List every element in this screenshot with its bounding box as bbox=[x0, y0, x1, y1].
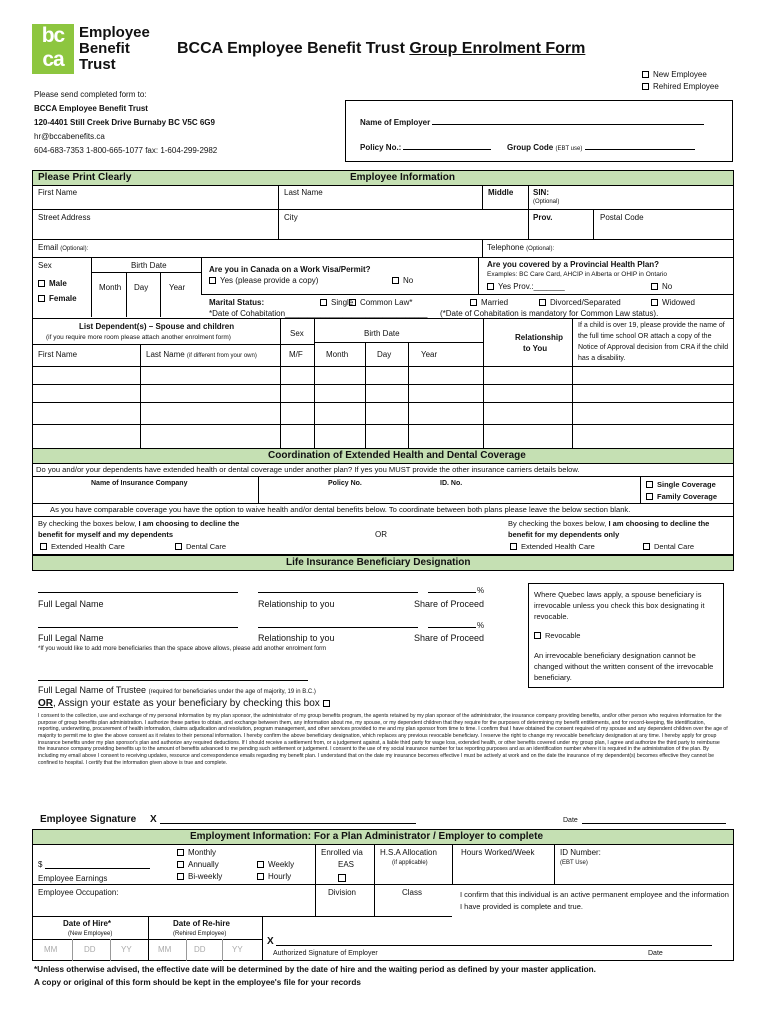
waive-note: As you have comparable coverage you have the option to waive health and/or dental benefits below. To coordinate between both plans please leave the below section blank. bbox=[50, 505, 631, 514]
policy-label: Policy No.: bbox=[360, 143, 402, 152]
waive-self-text bbox=[38, 518, 258, 540]
family-coverage-option[interactable] bbox=[646, 492, 717, 501]
dep-month-label: Month bbox=[326, 350, 349, 359]
title-underlined: Group Enrolment Form bbox=[409, 40, 586, 57]
checkbox-icon[interactable] bbox=[470, 299, 477, 306]
dep-last-name-row bbox=[146, 350, 257, 359]
marital-status-label: Marital Status: bbox=[209, 298, 265, 307]
sex-label: Sex bbox=[38, 261, 52, 270]
dep-relationship-label: Relationship bbox=[515, 333, 564, 342]
earnings-line[interactable] bbox=[45, 868, 150, 869]
employer-confirm-text: I confirm that this individual is an active permanent employee and the information I have provided is complete and true. bbox=[460, 890, 729, 911]
trustee-line[interactable] bbox=[38, 680, 308, 681]
date-cohabitation[interactable]: *Date of Cohabitation________________________________ bbox=[209, 309, 428, 318]
checkbox-icon[interactable] bbox=[643, 543, 650, 550]
checkbox-icon[interactable] bbox=[177, 849, 184, 856]
hsa-label: H.S.A Allocation bbox=[380, 848, 437, 857]
employee-signature-line[interactable] bbox=[160, 823, 416, 824]
waive-dep-pre: By checking the boxes below, bbox=[508, 519, 609, 528]
rehire-yy[interactable]: YY bbox=[232, 945, 243, 954]
date-hire-label: Date of Hire* bbox=[63, 919, 112, 928]
beneficiary1-pct: % bbox=[477, 586, 485, 595]
checkbox-icon[interactable] bbox=[323, 700, 330, 707]
hsa-if-applicable: (if applicable) bbox=[392, 860, 428, 866]
division-label: Division bbox=[328, 888, 357, 897]
work-visa-yes-label: Yes (please provide a copy) bbox=[220, 276, 319, 285]
checkbox-icon[interactable] bbox=[209, 277, 216, 284]
hourly-label: Hourly bbox=[268, 872, 292, 881]
hire-dd[interactable]: DD bbox=[84, 945, 96, 954]
beneficiary2-name-label: Full Legal Name bbox=[38, 633, 104, 643]
employer-name-label: Name of Employer bbox=[360, 118, 431, 127]
signature-date-line[interactable] bbox=[582, 823, 726, 824]
irrevocable-note: An irrevocable beneficiary designation cannot be changed without the written consent of the irrevocable beneficiary. bbox=[534, 651, 714, 682]
logo bbox=[32, 24, 150, 78]
birth-date-label: Birth Date bbox=[131, 261, 167, 270]
extended-health-label: Extended Health Care bbox=[51, 542, 125, 551]
life-header: Life Insurance Beneficiary Designation bbox=[286, 557, 471, 568]
dependents-header: List Dependent(s) – Spouse and children bbox=[79, 322, 235, 331]
cob-header: Coordination of Extended Health and Dental Coverage bbox=[268, 450, 526, 461]
checkbox-icon[interactable] bbox=[539, 299, 546, 306]
family-coverage-label: Family Coverage bbox=[657, 492, 718, 501]
logo-text-2: Benefit bbox=[79, 40, 130, 57]
logo-mark: bc ca bbox=[32, 24, 74, 74]
id-number-label: ID Number: bbox=[560, 848, 601, 857]
waive-self-bold: I am choosing to decline the benefit for myself and my dependents bbox=[38, 519, 240, 539]
date-rehire-label: Date of Re-hire bbox=[173, 919, 230, 928]
work-visa-no-label: No bbox=[403, 276, 414, 285]
dep-to-you-label: to You bbox=[523, 344, 548, 353]
divorced-label: Divorced/Separated bbox=[550, 298, 621, 307]
divorced-option[interactable] bbox=[539, 298, 621, 307]
sin-label: SIN: bbox=[533, 188, 549, 197]
quebec-note: Where Quebec laws apply, a spouse beneficiary is irrevocable unless you check this box designating it revocable. bbox=[534, 590, 705, 621]
beneficiary2-pct: % bbox=[477, 621, 485, 630]
work-visa-yes[interactable] bbox=[209, 276, 318, 285]
checkbox-icon[interactable] bbox=[642, 83, 649, 90]
enrolled-via-label: Enrolled via bbox=[321, 848, 363, 857]
auth-signature-label: Authorized Signature of Employer bbox=[273, 950, 378, 957]
waive-dep-dental[interactable] bbox=[643, 542, 694, 551]
weekly-option[interactable] bbox=[257, 860, 294, 869]
date-rehire-sub: (Rehired Employee) bbox=[173, 931, 227, 937]
provincial-no-label: No bbox=[662, 282, 673, 291]
dep-first-name-label: First Name bbox=[38, 350, 78, 359]
beneficiary2-share-label: Share of Proceed bbox=[414, 633, 485, 643]
waive-dep-bold: I am choosing to decline the benefit for my dependents only bbox=[508, 519, 710, 539]
hire-yy[interactable]: YY bbox=[121, 945, 132, 954]
email-label: Email bbox=[38, 243, 59, 252]
eas-checkbox[interactable] bbox=[338, 874, 350, 883]
provincial-yes[interactable] bbox=[487, 282, 565, 291]
group-code-label: Group Code bbox=[507, 143, 554, 152]
cob-policy-label: Policy No. bbox=[328, 480, 362, 487]
logo-text-3: Trust bbox=[79, 56, 116, 73]
auth-signature-x: X bbox=[267, 936, 274, 947]
work-visa-question: Are you in Canada on a Work Visa/Permit? bbox=[209, 265, 371, 274]
rehired-employee-label: Rehired Employee bbox=[653, 82, 719, 91]
rehire-dd[interactable]: DD bbox=[194, 945, 206, 954]
revocable-option[interactable] bbox=[534, 631, 580, 640]
male-label: Male bbox=[49, 279, 67, 288]
consent-text: I consent to the collection, use and exchange of my personal information by my plan sponsor, the administrator of my group benefits program, the agents retained by my plan sponsor of the administrator, the insurance company providing benefits, and/or other person who requires information for the purpose of group benefits plan administration. I authorize these parties to obtain, and exchange between them, any information about me, my spouse, or my dependent children that they require for the purposes of determining my benefit entitlements, and for record-keeping, file identification, reporting, underwriting, procurement of health information, claims adjudication and resolution, program management, and other services provided to me and my plan sponsor from time to time. I confirm that I have obtained the consent required of my spouse and any dependent children over the age of majority to permit me to give the above consent as it relates to their personal information. I hereby confirm the above beneficiary designation, which replaces any previous revocable beneficiary. I reserve the right to change my revocable beneficiary designation at any time. I hereby apply for group insurance benefits under my plan sponsor's plan and authorize any required deductions. If I should receive a settlement from, or a judgement against, a liable third party for wage loss, extended health, or other benefits covered under my group plan, I agree and authorize the third party to reimburse the insurance company providing benefits up to the amount of benefits advanced to me pending such settlement or judgement. I consent to the use of my social insurance number for tax reporting purposes and as an identification number where it is required in the administration of the plan. By including my email above I consent to receiving updates, resource and correspondence emails regarding my benefit plan. I understand that on the date my insurance becomes effective I must be actively at work and on the date the insurance of my dependent(s) becomes effective they cannot be confined to hospital. I certify that the information given above is true and complete. bbox=[38, 713, 728, 766]
beneficiary1-share-label: Share of Proceed bbox=[414, 599, 485, 609]
over-19-note: If a child is over 19, please provide the name of the full time school OR attach a copy of the Notice of Approval decision from CRA if the child has a disability. bbox=[578, 322, 729, 362]
beneficiary1-rel-label: Relationship to you bbox=[258, 599, 335, 609]
id-ebt-use: (EBT Use) bbox=[560, 860, 588, 866]
insurance-company-label: Name of Insurance Company bbox=[91, 480, 188, 487]
telephone-optional: (Optional): bbox=[526, 246, 555, 252]
monthly-label: Monthly bbox=[188, 848, 217, 857]
annually-option[interactable] bbox=[177, 860, 219, 869]
cohabitation-note: (*Date of Cohabitation is mandatory for Common Law status). bbox=[440, 309, 659, 318]
auth-signature-line[interactable] bbox=[276, 945, 712, 946]
eas-label: EAS bbox=[338, 860, 355, 869]
checkbox-icon[interactable] bbox=[392, 277, 399, 284]
email-optional: (Optional): bbox=[60, 246, 89, 252]
common-law-option[interactable] bbox=[349, 298, 412, 307]
middle-label: Middle bbox=[488, 188, 514, 197]
checkbox-icon[interactable] bbox=[487, 283, 494, 290]
single-coverage-option[interactable] bbox=[646, 480, 716, 489]
year-label: Year bbox=[169, 283, 186, 292]
new-employee-option[interactable] bbox=[642, 70, 707, 79]
checkbox-icon[interactable] bbox=[349, 299, 356, 306]
employee-info-header: Employee Information bbox=[350, 172, 456, 183]
widowed-option[interactable] bbox=[651, 298, 695, 307]
send-to-line1: Please send completed form to: bbox=[34, 90, 147, 99]
provincial-no[interactable] bbox=[651, 282, 672, 291]
extended-health-label: Extended Health Care bbox=[521, 542, 595, 551]
last-name-label: Last Name bbox=[284, 188, 323, 197]
checkbox-icon[interactable] bbox=[177, 861, 184, 868]
occupation-label: Employee Occupation: bbox=[38, 888, 119, 897]
telephone-row[interactable] bbox=[487, 243, 554, 252]
policy-row[interactable] bbox=[360, 143, 491, 152]
dep-diff-note: (if different from your own) bbox=[186, 353, 257, 359]
single-label: Single bbox=[331, 298, 354, 307]
trustee-row bbox=[38, 685, 316, 695]
beneficiary1-name-line[interactable] bbox=[38, 592, 238, 593]
biweekly-option[interactable] bbox=[177, 872, 222, 881]
dependents-attach-note: (if you require more room please attach another enrolment form) bbox=[46, 334, 231, 341]
male-option[interactable] bbox=[38, 279, 67, 288]
cob-question: Do you and/or your dependents have extended health or dental coverage under another plan? If yes you MUST provide the other insurance carriers details below. bbox=[36, 465, 580, 474]
beneficiary2-share-line[interactable] bbox=[428, 627, 476, 628]
married-option[interactable] bbox=[470, 298, 508, 307]
beneficiary1-name-label: Full Legal Name bbox=[38, 599, 104, 609]
group-code-row[interactable] bbox=[507, 143, 695, 152]
new-employee-label: New Employee bbox=[653, 70, 707, 79]
employee-signature-label: Employee Signature bbox=[40, 814, 137, 825]
checkbox-icon[interactable] bbox=[642, 71, 649, 78]
checkbox-icon[interactable] bbox=[646, 493, 653, 500]
logo-text-1: Employee bbox=[79, 24, 150, 41]
waive-self-extended-health[interactable] bbox=[40, 542, 125, 551]
checkbox-icon[interactable] bbox=[257, 861, 264, 868]
dep-last-name-label: Last Name bbox=[146, 350, 185, 359]
class-label: Class bbox=[402, 888, 423, 897]
auth-date-label: Date bbox=[648, 950, 663, 957]
common-law-label: Common Law* bbox=[360, 298, 413, 307]
hire-mm[interactable]: MM bbox=[44, 945, 58, 954]
send-to-phones: 604-683-7353 1-800-665-1077 fax: 1-604-299-2982 bbox=[34, 146, 218, 155]
send-to-line3: 120-4401 Still Creek Drive Burnaby BC V5C 6G9 bbox=[34, 118, 215, 127]
city-label: City bbox=[284, 213, 298, 222]
waive-self-pre: By checking the boxes below, bbox=[38, 519, 139, 528]
provincial-yes-label: Yes Prov.:_______ bbox=[498, 282, 565, 291]
provincial-question: Are you covered by a Provincial Health Plan? bbox=[487, 260, 660, 269]
sin-optional: (Optional) bbox=[533, 199, 560, 205]
day-label: Day bbox=[134, 283, 149, 292]
biweekly-label: Bi-weekly bbox=[188, 872, 223, 881]
cob-id-label: ID. No. bbox=[440, 480, 463, 487]
checkbox-icon[interactable] bbox=[651, 283, 658, 290]
trustee-note: (required for beneficiaries under the age of majority, 19 in B.C.) bbox=[148, 689, 316, 695]
checkbox-icon[interactable] bbox=[38, 295, 45, 302]
earnings-dollar: $ bbox=[38, 860, 43, 869]
beneficiary1-rel-line[interactable] bbox=[258, 592, 418, 593]
waive-self-dental[interactable] bbox=[175, 542, 226, 551]
widowed-label: Widowed bbox=[662, 298, 695, 307]
estate-or: OR bbox=[38, 698, 53, 709]
waive-dep-extended-health[interactable] bbox=[510, 542, 595, 551]
send-to-email: hr@bccabenefits.ca bbox=[34, 132, 105, 141]
ebt-use-note: (EBT use) bbox=[555, 146, 583, 152]
dep-birth-date-label: Birth Date bbox=[364, 329, 400, 338]
send-to-line2: BCCA Employee Benefit Trust bbox=[34, 104, 148, 113]
footer-effective-note: *Unless otherwise advised, the effective date will be determined by the date of hire and the waiting period as defined by your master application. bbox=[34, 965, 596, 974]
street-label: Street Address bbox=[38, 213, 91, 222]
beneficiary2-rel-label: Relationship to you bbox=[258, 633, 335, 643]
employment-header: Employment Information: For a Plan Administrator / Employer to complete bbox=[190, 831, 544, 842]
annually-label: Annually bbox=[188, 860, 219, 869]
footer-copy-note: A copy or original of this form should be kept in the employee's file for your records bbox=[34, 978, 361, 987]
provincial-examples: Examples: BC Care Card, AHCIP in Alberta or OHIP in Ontario bbox=[487, 271, 668, 278]
trustee-label: Full Legal Name of Trustee bbox=[38, 685, 147, 695]
dep-sex-label: Sex bbox=[290, 329, 304, 338]
employer-box bbox=[345, 100, 733, 162]
checkbox-icon[interactable] bbox=[510, 543, 517, 550]
female-label: Female bbox=[49, 294, 77, 303]
checkbox-icon[interactable] bbox=[646, 481, 653, 488]
hours-label: Hours Worked/Week bbox=[461, 848, 535, 857]
date-hire-sub: (New Employee) bbox=[68, 931, 113, 937]
print-clearly: Please Print Clearly bbox=[38, 172, 132, 183]
checkbox-icon[interactable] bbox=[320, 299, 327, 306]
dep-year-label: Year bbox=[421, 350, 438, 359]
hourly-option[interactable] bbox=[257, 872, 291, 881]
checkbox-icon[interactable] bbox=[40, 543, 47, 550]
signature-date-label: Date bbox=[563, 817, 578, 824]
beneficiary2-name-line[interactable] bbox=[38, 627, 238, 628]
more-beneficiaries-note: *If you would like to add more beneficiaries than the space above allows, please add another enrolment form bbox=[38, 646, 327, 652]
work-visa-no[interactable] bbox=[392, 276, 413, 285]
checkbox-icon[interactable] bbox=[257, 873, 264, 880]
waive-dependents-text bbox=[508, 518, 728, 540]
weekly-label: Weekly bbox=[268, 860, 295, 869]
rehired-employee-option[interactable] bbox=[642, 82, 719, 91]
form-title bbox=[177, 40, 585, 58]
checkbox-icon[interactable] bbox=[651, 299, 658, 306]
estate-text: , Assign your estate as your beneficiary by checking this box bbox=[53, 698, 320, 709]
checkbox-icon[interactable] bbox=[177, 873, 184, 880]
prov-label: Prov. bbox=[533, 213, 553, 222]
signature-x: X bbox=[150, 814, 157, 825]
revocable-label: Revocable bbox=[545, 631, 581, 640]
beneficiary2-rel-line[interactable] bbox=[258, 627, 418, 628]
checkbox-icon[interactable] bbox=[175, 543, 182, 550]
female-option[interactable] bbox=[38, 294, 77, 303]
dental-label: Dental Care bbox=[654, 542, 695, 551]
or-label: OR bbox=[375, 530, 387, 539]
married-label: Married bbox=[481, 298, 509, 307]
checkbox-icon[interactable] bbox=[534, 632, 541, 639]
dep-day-label: Day bbox=[377, 350, 392, 359]
checkbox-icon[interactable] bbox=[38, 280, 45, 287]
checkbox-icon[interactable] bbox=[338, 874, 346, 882]
beneficiary1-share-line[interactable] bbox=[428, 592, 476, 593]
month-label: Month bbox=[99, 283, 122, 292]
title-main: BCCA Employee Benefit Trust bbox=[177, 40, 410, 57]
monthly-option[interactable] bbox=[177, 848, 216, 857]
rehire-mm[interactable]: MM bbox=[158, 945, 172, 954]
employer-name-row[interactable] bbox=[360, 118, 704, 127]
email-row[interactable] bbox=[38, 243, 88, 252]
estate-row[interactable] bbox=[38, 698, 334, 709]
postal-label: Postal Code bbox=[600, 213, 644, 222]
dep-mf-label: M/F bbox=[289, 350, 303, 359]
single-coverage-label: Single Coverage bbox=[657, 480, 716, 489]
dental-label: Dental Care bbox=[186, 542, 227, 551]
first-name-label: First Name bbox=[38, 188, 78, 197]
send-to-block bbox=[34, 88, 217, 158]
telephone-label: Telephone bbox=[487, 243, 524, 252]
earnings-label: Employee Earnings bbox=[38, 874, 108, 883]
